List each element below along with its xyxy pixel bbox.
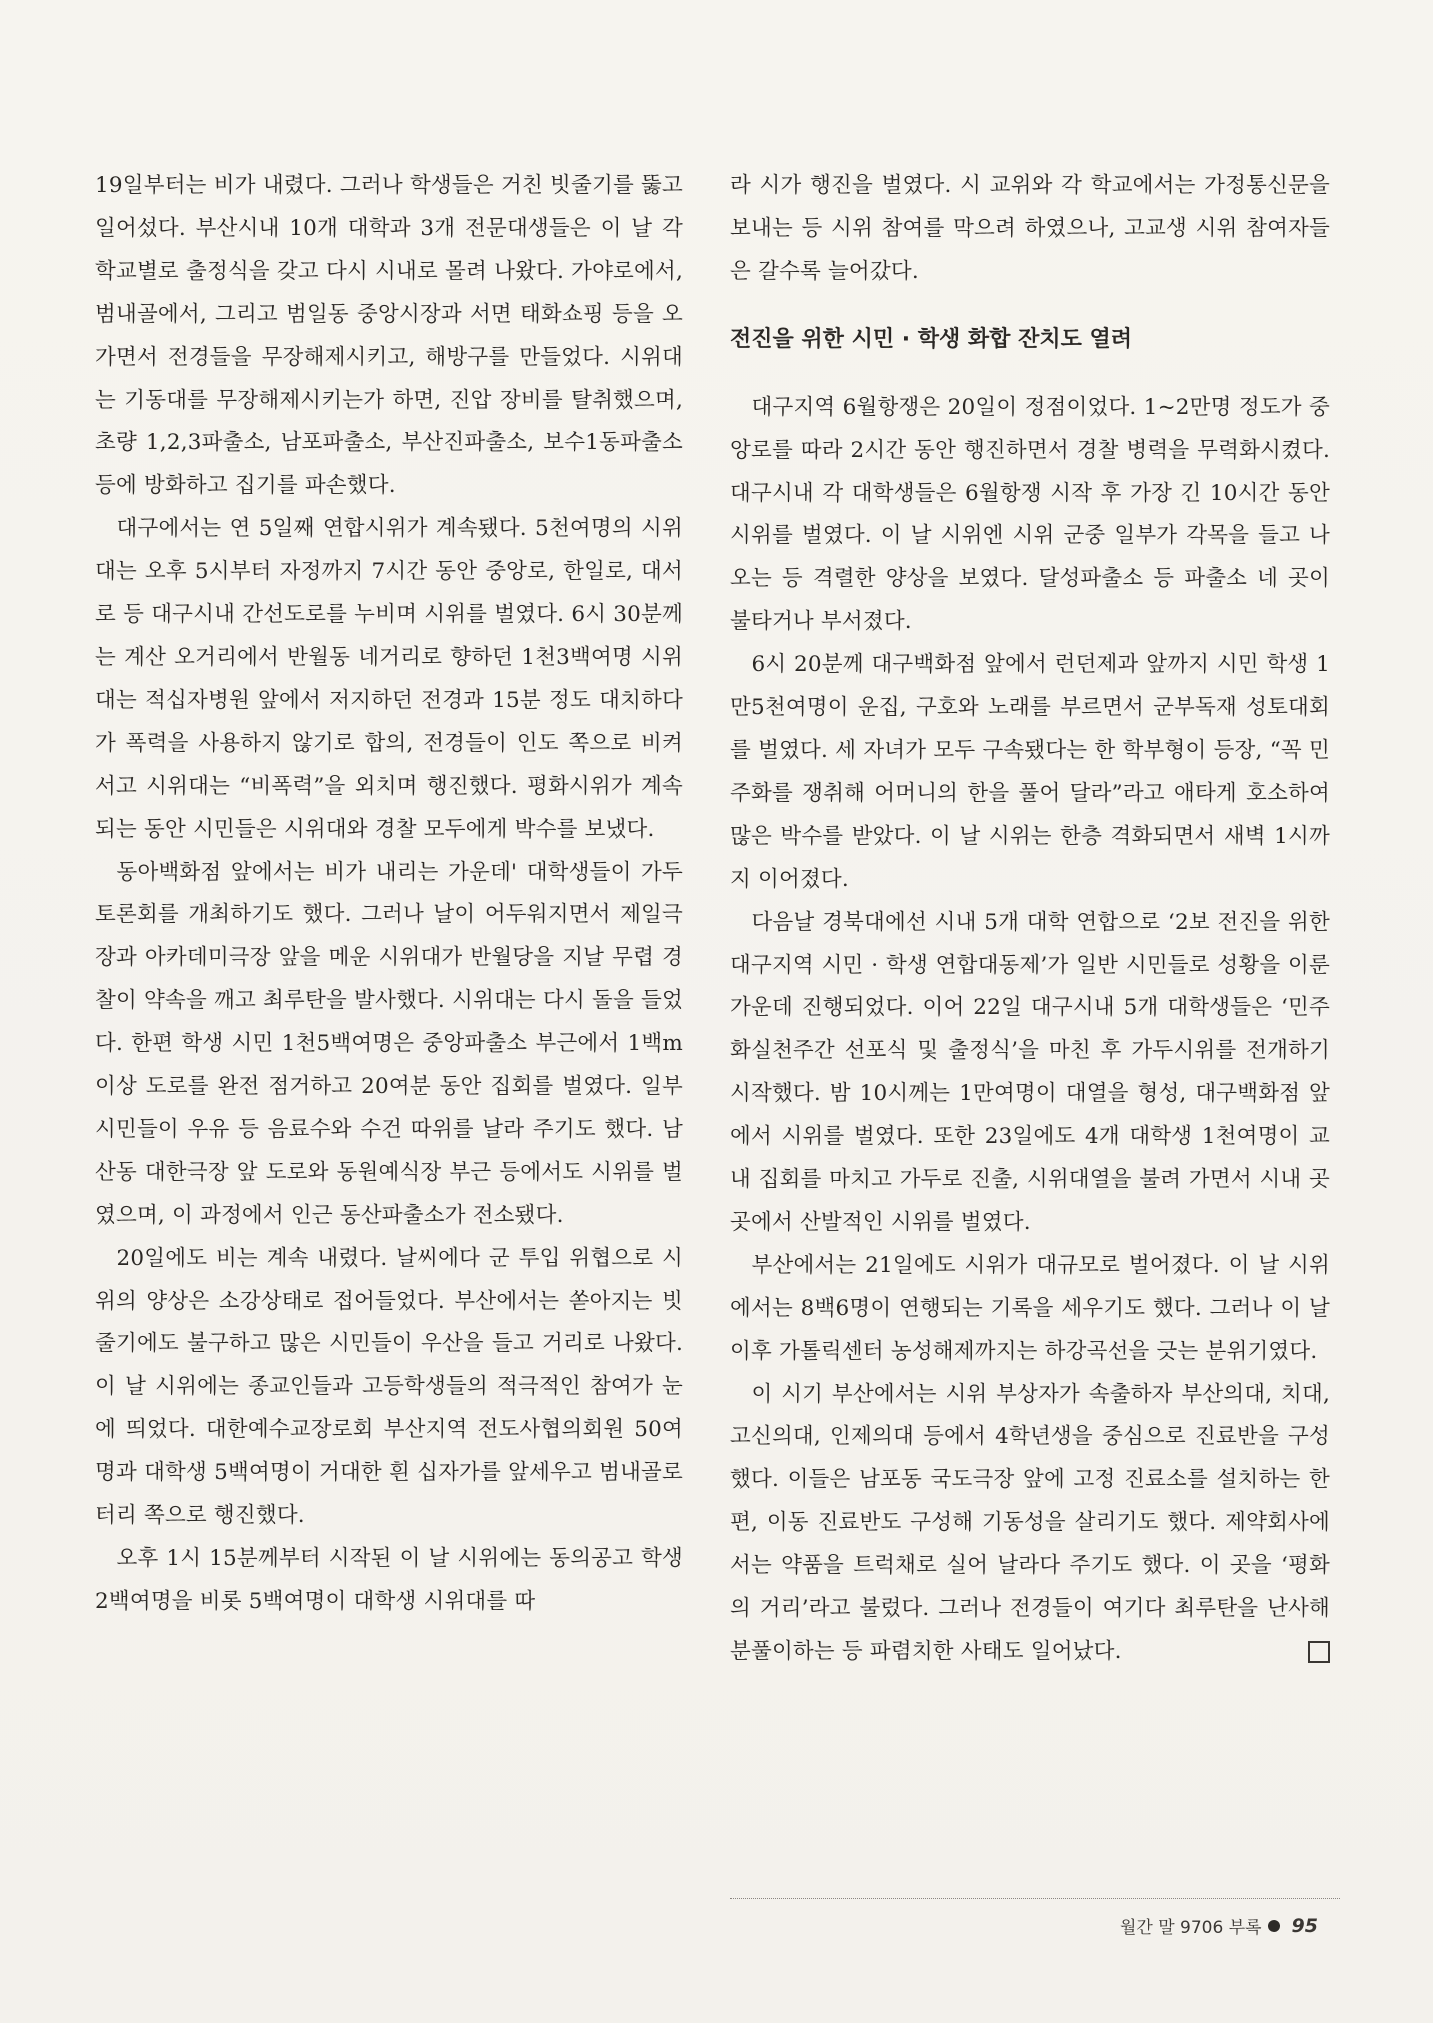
paragraph: 다음날 경북대에선 시내 5개 대학 연합으로 ‘2보 전진을 위한 대구지역 시민 · 학생 연합대동제’가 일반 시민들로 성황을 이룬 가운데 진행되었다. 이어 22일 대구시내 5개 대학생들은 ‘민주화실천주간 선포식 및 출정식’을 마친 후 가두시위를 전개하기 시작했다. 밤 10시께는 1만여명이 대열을 형성, 대구백화점 앞에서 시위를 벌였다. 또한 23일에도 4개 대학생 1천여명이 교내 집회를 마치고 가두로 진출, 시위대열을 불려 가면서 시내 곳곳에서 산발적인 시위를 벌였다. <box>730 909 1330 1235</box>
page-footer <box>1120 1913 1318 1938</box>
end-mark-icon <box>1308 1641 1330 1663</box>
paragraph: 라 시가 행진을 벌였다. 시 교위와 각 학교에서는 가정통신문을 보내는 등 시위 참여를 막으려 하였으나, 고교생 시위 참여자들은 갈수록 늘어갔다. <box>730 173 1330 284</box>
right-column <box>730 165 1330 1674</box>
paragraph-last <box>730 1374 1330 1674</box>
paragraph: 부산에서는 21일에도 시위가 대규모로 벌어졌다. 이 날 시위에서는 8백6명이 연행되는 기록을 세우기도 했다. 그러나 이 날 이후 가톨릭센터 농성해제까지는 하강곡선을 긋는 분위기였다. <box>730 1252 1330 1364</box>
bullet-dot-icon <box>1268 1920 1280 1932</box>
publication-label: 월간 말 9706 부록 <box>1119 1918 1262 1938</box>
footer-divider <box>730 1898 1340 1899</box>
left-column <box>95 165 683 1624</box>
paragraph: 19일부터는 비가 내렸다. 그러나 학생들은 거친 빗줄기를 뚫고 일어섰다. 부산시내 10개 대학과 3개 전문대생들은 이 날 각 학교별로 출정식을 갖고 다시 시내로 몰려 나왔다. 가야로에서, 범내골에서, 그리고 범일동 중앙시장과 서면 태화쇼핑 등을 오가면서 전경들을 무장해제시키고, 해방구를 만들었다. 시위대는 기동대를 무장해제시키는가 하면, 진압 장비를 탈취했으며, 초량 1,2,3파출소, 남포파출소, 부산진파출소, 보수1동파출소 등에 방화하고 집기를 파손했다. <box>95 173 683 499</box>
section-heading: 전진을 위한 시민 · 학생 화합 잔치도 열려 <box>730 326 1133 352</box>
paragraph: 20일에도 비는 계속 내렸다. 날씨에다 군 투입 위협으로 시위의 양상은 소강상태로 접어들었다. 부산에서는 쏟아지는 빗줄기에도 불구하고 많은 시민들이 우산을 들고 거리로 나왔다. 이 날 시위에는 종교인들과 고등학생들의 적극적인 참여가 눈에 띄었다. 대한예수교장로회 부산지역 전도사협의회원 50여명과 대학생 5백여명이 거대한 흰 십자가를 앞세우고 범내골로터리 쪽으로 행진했다. <box>95 1245 683 1529</box>
paragraph: 대구지역 6월항쟁은 20일이 정점이었다. 1~2만명 정도가 중앙로를 따라 2시간 동안 행진하면서 경찰 병력을 무력화시켰다. 대구시내 각 대학생들은 6월항쟁 시작 후 가장 긴 10시간 동안 시위를 벌였다. 이 날 시위엔 시위 군중 일부가 각목을 들고 나오는 등 격렬한 양상을 보였다. 달성파출소 등 파출소 네 곳이 불타거나 부서졌다. <box>730 394 1330 635</box>
page-number: 95 <box>1291 1914 1318 1937</box>
paragraph: 동아백화점 앞에서는 비가 내리는 가운데' 대학생들이 가두 토론회를 개최하기도 했다. 그러나 날이 어두워지면서 제일극장과 아카데미극장 앞을 메운 시위대가 반월당을 지날 무렵 경찰이 약속을 깨고 최루탄을 발사했다. 시위대는 다시 돌을 들었다. 한편 학생 시민 1천5백여명은 중앙파출소 부근에서 1백m 이상 도로를 완전 점거하고 20여분 동안 집회를 벌였다. 일부 시민들이 우유 등 음료수와 수건 따위를 날라 주기도 했다. 남산동 대한극장 앞 도로와 동원예식장 부근 등에서도 시위를 벌였으며, 이 과정에서 인근 동산파출소가 전소됐다. <box>95 859 683 1228</box>
paragraph: 6시 20분께 대구백화점 앞에서 런던제과 앞까지 시민 학생 1만5천여명이 운집, 구호와 노래를 부르면서 군부독재 성토대회를 벌였다. 세 자녀가 모두 구속됐다는 한 학부형이 등장, “꼭 민주화를 쟁취해 어머니의 한을 풀어 달라”라고 애타게 호소하여 많은 박수를 받았다. 이 날 시위는 한층 격화되면서 새벽 1시까지 이어졌다. <box>730 652 1330 892</box>
paragraph-text: 이 시기 부산에서는 시위 부상자가 속출하자 부산의대, 치대, 고신의대, 인제의대 등에서 4학년생을 중심으로 진료반을 구성했다. 이들은 남포동 국도극장 앞에 고정 진료소를 설치하는 한편, 이동 진료반도 구성해 기동성을 살리기도 했다. 제약회사에서는 약품을 트럭채로 실어 날라다 주기도 했다. 이 곳을 ‘평화의 거리’라고 불렀다. 그러나 전경들이 여기다 최루탄을 난사해 분풀이하는 등 파렴치한 사태도 일어났다. <box>730 1381 1330 1664</box>
paragraph: 대구에서는 연 5일째 연합시위가 계속됐다. 5천여명의 시위대는 오후 5시부터 자정까지 7시간 동안 중앙로, 한일로, 대서로 등 대구시내 간선도로를 누비며 시위를 벌였다. 6시 30분께는 계산 오거리에서 반월동 네거리로 향하던 1천3백여명 시위대는 적십자병원 앞에서 저지하던 전경과 15분 정도 대치하다가 폭력을 사용하지 않기로 합의, 전경들이 인도 쪽으로 비켜 서고 시위대는 “비폭력”을 외치며 행진했다. 평화시위가 계속되는 동안 시민들은 시위대와 경찰 모두에게 박수를 보냈다. <box>95 516 683 842</box>
paragraph: 오후 1시 15분께부터 시작된 이 날 시위에는 동의공고 학생 2백여명을 비롯 5백여명이 대학생 시위대를 따 <box>95 1546 683 1614</box>
